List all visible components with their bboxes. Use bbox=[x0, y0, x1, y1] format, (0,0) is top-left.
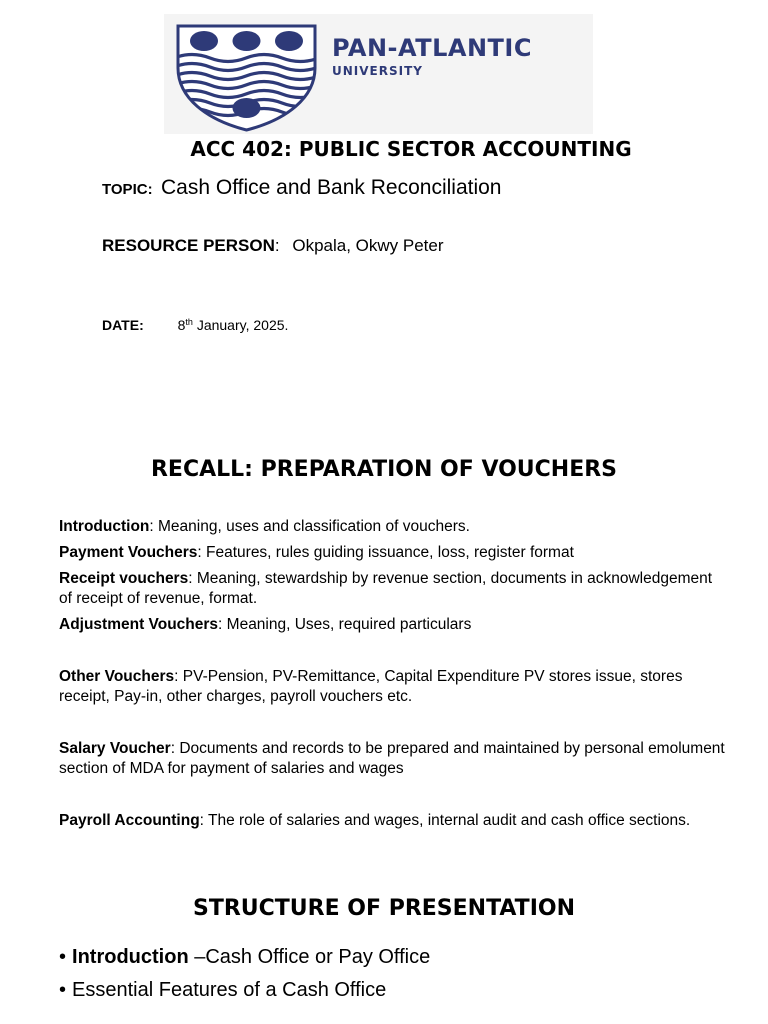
resource-person-value: Okpala, Okwy Peter bbox=[292, 236, 444, 255]
list-item bbox=[59, 974, 430, 1007]
logo-university-name: PAN-ATLANTIC bbox=[332, 34, 532, 62]
topic-value: Cash Office and Bank Reconciliation bbox=[161, 176, 502, 199]
recall-term: Salary Voucher bbox=[59, 740, 171, 757]
bullet-icon: • bbox=[59, 979, 67, 1001]
recall-text: : PV-Pension, PV-Remittance, Capital Expenditure PV stores issue, stores receipt, Pay-in, other charges, payroll vouchers etc. bbox=[59, 668, 683, 705]
list-item bbox=[59, 517, 729, 537]
topic-row bbox=[102, 176, 502, 200]
course-title: ACC 402: PUBLIC SECTOR ACCOUNTING bbox=[190, 137, 632, 161]
recall-list bbox=[59, 517, 729, 831]
recall-term: Payroll Accounting bbox=[59, 812, 200, 829]
recall-text: : Features, rules guiding issuance, loss, register format bbox=[197, 544, 574, 561]
date-rest: January, 2025. bbox=[192, 317, 289, 333]
logo-university-subtitle: UNIVERSITY bbox=[332, 64, 423, 78]
recall-text: : The role of salaries and wages, internal audit and cash office sections. bbox=[199, 812, 691, 829]
list-item bbox=[59, 543, 729, 563]
bullet-icon: • bbox=[59, 946, 67, 968]
recall-text: : Documents and records to be prepared and maintained by personal emolument section of MDA for payment of salaries and wages bbox=[59, 740, 725, 777]
date-day: 8 bbox=[177, 317, 186, 333]
list-item bbox=[59, 615, 729, 635]
university-logo-banner bbox=[164, 14, 593, 134]
date-value bbox=[178, 317, 289, 333]
recall-text: : Meaning, uses and classification of vouchers. bbox=[149, 518, 470, 535]
recall-term: Receipt vouchers bbox=[59, 570, 189, 587]
resource-person-row bbox=[102, 236, 444, 256]
recall-term: Payment Vouchers bbox=[59, 544, 198, 561]
recall-text: : Meaning, stewardship by revenue section, documents in acknowledgement of receipt of revenue, format. bbox=[59, 570, 713, 607]
date-label: DATE: bbox=[102, 317, 144, 333]
recall-term: Introduction bbox=[59, 518, 150, 535]
topic-label: TOPIC: bbox=[102, 181, 153, 198]
list-item bbox=[59, 941, 430, 974]
date-row bbox=[102, 317, 288, 333]
resource-person-label: RESOURCE PERSON bbox=[102, 236, 275, 255]
structure-term: Introduction bbox=[72, 946, 189, 968]
recall-term: Adjustment Vouchers bbox=[59, 616, 219, 633]
list-item bbox=[59, 569, 729, 609]
structure-heading: STRUCTURE OF PRESENTATION bbox=[193, 896, 575, 921]
list-item bbox=[59, 667, 729, 707]
structure-list bbox=[59, 941, 430, 1007]
recall-term: Other Vouchers bbox=[59, 668, 175, 685]
recall-heading: RECALL: PREPARATION OF VOUCHERS bbox=[150, 457, 618, 482]
date-day-suffix: th bbox=[185, 317, 193, 327]
university-crest-icon bbox=[174, 22, 319, 132]
list-item bbox=[59, 739, 729, 779]
structure-text: –Cash Office or Pay Office bbox=[188, 946, 431, 968]
resource-person-separator: : bbox=[274, 236, 280, 255]
structure-text: Essential Features of a Cash Office bbox=[72, 979, 387, 1001]
list-item bbox=[59, 811, 729, 831]
recall-text: : Meaning, Uses, required particulars bbox=[218, 616, 472, 633]
